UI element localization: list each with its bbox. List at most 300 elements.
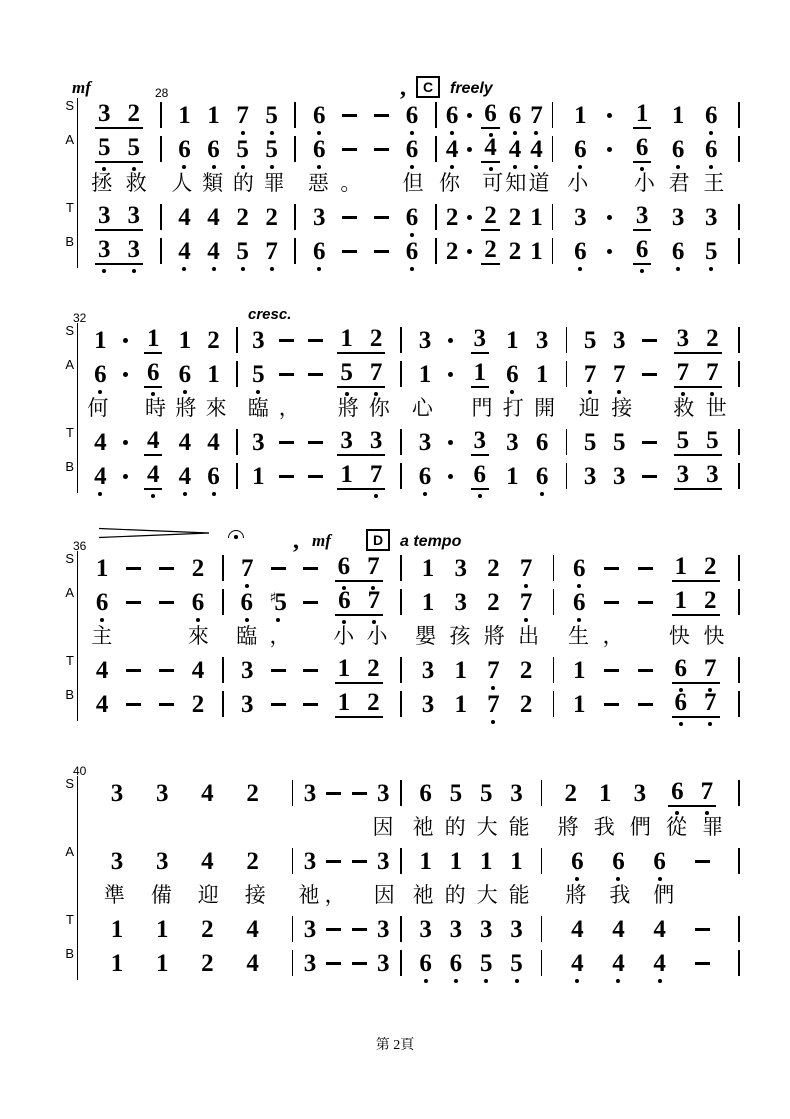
note-number: 2 [191, 554, 205, 582]
dash-line [279, 339, 294, 342]
note [192, 692, 205, 717]
note [419, 328, 432, 353]
note-number: 1 [252, 462, 265, 490]
note-number: 6 [573, 554, 586, 582]
measure [402, 326, 566, 354]
note [584, 362, 597, 387]
note [530, 239, 543, 264]
note-number: 3 [418, 428, 432, 456]
lyric-syllable: 我 [609, 882, 631, 907]
decrescendo-hairpin-icon [98, 527, 212, 539]
note [704, 554, 717, 579]
note [509, 239, 522, 264]
note [705, 137, 718, 162]
measure [78, 623, 222, 648]
barline [738, 204, 740, 230]
note-number: 3 [252, 428, 265, 456]
note-number: 4 [207, 237, 220, 265]
beam-group [672, 554, 720, 582]
lyric-syllable: 準 [103, 882, 125, 907]
note [474, 360, 487, 385]
note-row-S [78, 98, 740, 132]
note-number: 1 [421, 588, 435, 616]
note-number: 5 [705, 237, 718, 265]
note [127, 135, 140, 160]
note-number: 6 [405, 237, 419, 265]
note [613, 328, 626, 353]
note-number: 4 [246, 915, 259, 943]
beam-group [633, 203, 652, 231]
voice-labels [60, 98, 77, 268]
lyric-syllable: 小 [366, 623, 388, 648]
note-number: 3 [535, 326, 549, 354]
note [653, 849, 666, 874]
augmentation-dot [607, 215, 612, 220]
note-number: 6 [705, 135, 718, 163]
beam-group [95, 135, 143, 163]
measure [293, 814, 399, 839]
breath-mark-icon: , [400, 75, 406, 101]
dash-line [342, 148, 357, 151]
note-number: 6 [508, 101, 522, 129]
note [192, 658, 205, 683]
note-number: 6 [313, 101, 326, 129]
note-row-A [78, 585, 740, 619]
measure [402, 692, 553, 717]
measure [567, 462, 738, 490]
note [636, 203, 649, 228]
measure [293, 951, 399, 976]
low-octave-dot [423, 492, 427, 496]
dash-line [642, 475, 657, 478]
note [672, 137, 685, 162]
note [406, 103, 419, 128]
note-number: 4 [191, 656, 205, 684]
measure [437, 237, 552, 265]
note [613, 430, 626, 455]
note-number: 5 [236, 135, 249, 163]
note [98, 237, 111, 262]
note [370, 360, 383, 385]
low-octave-dot [616, 979, 620, 983]
low-octave-dot [450, 165, 454, 169]
beam-group [337, 360, 385, 388]
lyric-syllable: ， [269, 623, 291, 648]
lyric-syllable: 開 [534, 395, 556, 420]
note [536, 362, 549, 387]
measure [293, 917, 399, 942]
note-number: 3 [633, 779, 647, 807]
dash-line [326, 962, 341, 965]
low-octave-dot [616, 877, 620, 881]
lyric-syllable: 君 [668, 170, 690, 195]
note [419, 430, 432, 455]
note-number: 6 [653, 847, 666, 875]
note-number: 1 [506, 462, 519, 490]
note-number: 4 [178, 428, 192, 456]
low-octave-dot [617, 390, 621, 394]
note-number: 3 [671, 203, 685, 231]
note-number: 3 [240, 690, 254, 718]
note-number: 4 [178, 462, 192, 490]
note-number: 4 [246, 949, 259, 977]
system-4 [60, 748, 740, 980]
note [179, 328, 192, 353]
note [653, 951, 666, 976]
note-number: 5 [236, 237, 249, 265]
note [340, 360, 353, 385]
lyric-syllable: 門 [471, 395, 493, 420]
beam-group [337, 462, 385, 490]
dash-line [271, 669, 286, 672]
measure [554, 623, 738, 648]
low-octave-dot [182, 267, 186, 271]
note [506, 430, 519, 455]
lyric-syllable: 。 [340, 170, 362, 195]
note [246, 917, 259, 942]
low-octave-dot [709, 267, 713, 271]
measure [78, 101, 160, 129]
voice-label-S: S [65, 323, 74, 338]
measure [402, 882, 541, 907]
note [111, 849, 124, 874]
beam-group [674, 360, 722, 388]
note [419, 951, 432, 976]
note [672, 239, 685, 264]
note-number: 3 [510, 779, 523, 807]
note [480, 917, 493, 942]
dash-line [326, 928, 341, 931]
beam-group [668, 779, 716, 807]
barline [738, 238, 740, 264]
measure [238, 326, 400, 354]
note [241, 658, 254, 683]
lyric-syllable: 能 [508, 882, 530, 907]
lyric-syllable: 生 [568, 623, 589, 648]
beam-group [672, 588, 720, 616]
note-number: 1 [574, 101, 587, 129]
note-number: 6 [418, 462, 432, 490]
note-number: 3 [574, 203, 587, 231]
note [111, 781, 124, 806]
note-number: 7 [487, 656, 500, 684]
note [265, 205, 278, 230]
note [377, 917, 390, 942]
note [454, 556, 467, 581]
measure [402, 623, 553, 648]
note-number: 4 [653, 949, 666, 977]
note [178, 137, 191, 162]
barline [738, 916, 740, 942]
note-row-S [78, 323, 740, 357]
note-number: 6 [419, 779, 432, 807]
augmentation-dot [467, 113, 472, 118]
measure [554, 656, 738, 684]
dash-line [642, 339, 657, 342]
note-number: 3 [313, 203, 326, 231]
measure [402, 556, 553, 581]
low-octave-dot [658, 877, 662, 881]
voice-label-T: T [66, 912, 74, 927]
low-octave-dot [454, 979, 458, 983]
note [192, 590, 205, 615]
low-octave-dot [524, 618, 528, 622]
note [338, 588, 351, 613]
lyric-syllable: 但 [402, 170, 424, 195]
note-number: 2 [704, 587, 717, 614]
lyric-syllable: 救 [673, 395, 695, 420]
note-number: 4 [178, 237, 191, 265]
system-3-staves [60, 551, 740, 721]
low-octave-dot [681, 392, 685, 396]
note [509, 205, 522, 230]
dash-line [326, 792, 341, 795]
lyric-syllable: 快 [668, 623, 690, 648]
measure [162, 103, 295, 128]
measure [238, 395, 400, 420]
beam-group [337, 326, 385, 354]
measure [554, 588, 738, 616]
note-number: 5 [340, 359, 353, 386]
note-number: 1 [473, 359, 487, 386]
lyric-syllable: 能 [508, 814, 530, 839]
note-number: 1 [146, 325, 160, 352]
dash-line [308, 339, 323, 342]
note [599, 781, 612, 806]
note [480, 849, 493, 874]
lyric-syllable: 祂 [412, 882, 434, 907]
note [571, 951, 584, 976]
note [484, 101, 497, 126]
note [704, 588, 717, 613]
lyric-syllable: 主 [91, 623, 113, 648]
tempo-text: a tempo [400, 533, 462, 550]
low-octave-dot [183, 492, 187, 496]
low-octave-dot [676, 267, 680, 271]
note-number: 2 [207, 326, 220, 354]
note [246, 951, 259, 976]
note [520, 692, 533, 717]
note-number: 1 [337, 655, 351, 682]
beam-group [335, 656, 383, 684]
low-octave-dot [212, 165, 216, 169]
lyric-syllable: 出 [518, 623, 540, 648]
dash-line [604, 703, 619, 706]
measure [542, 882, 738, 907]
measure [554, 554, 738, 582]
note [574, 137, 587, 162]
note [127, 203, 140, 228]
beam-group [144, 428, 163, 456]
measure [402, 395, 566, 420]
low-octave-dot [151, 392, 155, 396]
note-number: 5 [510, 949, 523, 977]
note [207, 103, 220, 128]
measure [78, 882, 292, 907]
note [612, 951, 625, 976]
note [510, 781, 523, 806]
note-number: 7 [367, 553, 380, 580]
note [677, 326, 690, 351]
note [207, 430, 220, 455]
note-number: 3 [676, 461, 690, 488]
note-number: 3 [376, 915, 390, 943]
low-octave-dot [450, 131, 454, 135]
note-number: 4 [508, 135, 522, 163]
note-row-A [78, 357, 740, 391]
note-number: 3 [510, 915, 523, 943]
note [340, 428, 353, 453]
lyric-syllable: 可 [482, 170, 504, 195]
note-number: 1 [207, 360, 220, 388]
lyric-syllable: 們 [629, 814, 651, 839]
note [636, 237, 649, 262]
note-number: 6 [313, 237, 326, 265]
note [241, 556, 254, 581]
measure [542, 951, 738, 976]
note [179, 430, 192, 455]
note-number: 4 [207, 203, 220, 231]
note-number: 7 [704, 689, 717, 716]
note-number: 3 [369, 427, 383, 454]
note [236, 239, 249, 264]
note-number: 1 [178, 101, 191, 129]
measure [402, 781, 541, 806]
measure [567, 428, 738, 456]
lyric-syllable: 備 [150, 882, 172, 907]
measure [553, 101, 738, 129]
note-number: 2 [706, 325, 719, 352]
beam-group [674, 462, 722, 490]
low-octave-dot [132, 269, 136, 273]
note [584, 464, 597, 489]
note-number: 6 [573, 588, 586, 616]
note-number: 1 [454, 690, 467, 718]
low-octave-dot [491, 720, 495, 724]
measure [293, 849, 399, 874]
note [313, 137, 326, 162]
note-number: 3 [376, 779, 390, 807]
lyric-syllable: 迎 [197, 882, 219, 907]
lyric-syllable: 知 [505, 170, 527, 195]
note [584, 328, 597, 353]
note-number: 6 [635, 134, 649, 161]
note [704, 690, 717, 715]
note-number: 3 [706, 461, 719, 488]
note-number: 1 [155, 949, 169, 977]
note [487, 658, 500, 683]
note-number: 5 [612, 428, 626, 456]
barline [738, 136, 740, 162]
dash-line [352, 792, 367, 795]
low-octave-dot [151, 494, 155, 498]
measure [238, 428, 400, 456]
note-number: 2 [246, 847, 259, 875]
measure [78, 590, 222, 615]
note [419, 849, 432, 874]
measure [224, 588, 400, 616]
low-octave-dot [182, 165, 186, 169]
voice-labels [60, 551, 77, 721]
low-octave-dot [478, 494, 482, 498]
beam-group [672, 690, 720, 718]
note-number: 4 [146, 427, 160, 454]
note-number: 1 [340, 325, 353, 352]
measure [402, 917, 541, 942]
lyric-syllable: 拯 [91, 170, 113, 195]
beam-group [95, 101, 143, 129]
lyric-syllable: 臨 [236, 623, 258, 648]
note [111, 917, 124, 942]
note [338, 690, 351, 715]
beam-group [672, 656, 720, 684]
barline [738, 463, 740, 489]
note-number: 3 [454, 588, 467, 616]
note [419, 464, 432, 489]
note-number: 2 [246, 779, 259, 807]
note [207, 239, 220, 264]
measure [162, 137, 295, 162]
barline [738, 327, 740, 353]
note-number: 6 [240, 588, 253, 616]
note [530, 137, 543, 162]
note-number: 2 [367, 655, 380, 682]
note-row-T [78, 912, 740, 946]
low-octave-dot [245, 618, 249, 622]
voice-label-S: S [65, 551, 74, 566]
note-number: 2 [704, 553, 717, 580]
beam-group [335, 554, 383, 582]
note [406, 137, 419, 162]
note [207, 328, 220, 353]
low-octave-dot [640, 269, 644, 273]
lyric-row [78, 810, 740, 844]
low-octave-dot [578, 165, 582, 169]
measure [553, 135, 738, 163]
lyric-syllable: 何 [87, 395, 109, 420]
beam-group [481, 237, 500, 265]
low-octave-dot [578, 267, 582, 271]
low-octave-dot [98, 492, 102, 496]
augmentation-dot [467, 215, 472, 220]
note [156, 849, 169, 874]
low-octave-dot [241, 267, 245, 271]
low-octave-dot [676, 165, 680, 169]
note [520, 658, 533, 683]
low-octave-dot [317, 165, 321, 169]
note-number: 6 [484, 100, 497, 127]
staff-grid [77, 98, 740, 268]
note-number: 1 [479, 847, 493, 875]
note-number: 3 [473, 325, 487, 352]
note [510, 951, 523, 976]
lyric-syllable: 罪 [702, 814, 724, 839]
voice-label-B: B [65, 946, 74, 961]
note-number: 4 [612, 915, 625, 943]
note-row-B [78, 687, 740, 721]
measure [402, 590, 553, 615]
dash-line [303, 669, 318, 672]
lyric-syllable: 將 [557, 814, 579, 839]
dash-line [271, 567, 286, 570]
note-number: 3 [127, 202, 140, 229]
note-number: 1 [340, 461, 353, 488]
beam-group [633, 135, 652, 163]
low-octave-dot [317, 131, 321, 135]
dash-line [326, 860, 341, 863]
note-number: 1 [530, 203, 543, 231]
lyric-row [78, 391, 740, 425]
